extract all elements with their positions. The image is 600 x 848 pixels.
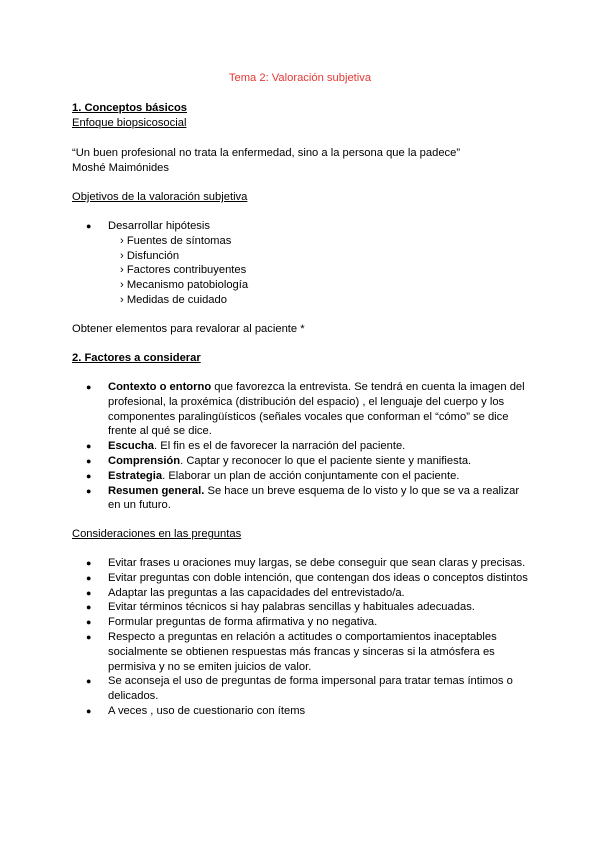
sub-list <box>72 234 532 308</box>
list-item-term: Contexto o entorno <box>108 381 212 393</box>
list-item: ● Se aconseja el uso de preguntas de forma impersonal para tratar temas íntimos o delicados. <box>72 674 532 704</box>
sub-list-item: › Factores contribuyentes <box>120 264 247 277</box>
considerations-heading <box>72 527 532 542</box>
list-item: ● Evitar frases u oraciones muy largas, se debe conseguir que sean claras y precisas. <box>72 556 532 571</box>
note: Obtener elementos para revalorar al paciente * <box>72 323 305 335</box>
list-item-text: . El fin es el de favorecer la narración del paciente. <box>154 440 406 453</box>
section1-heading-text: 1. Conceptos básicos <box>72 102 188 114</box>
sub-list-item: › Mecanismo patobiología <box>120 279 249 292</box>
list-item-term: Resumen general. <box>108 484 205 497</box>
considerations-list <box>72 556 532 719</box>
list-item: ● Evitar términos técnicos si hay palabras sencillas y habituales adecuadas. <box>72 600 532 615</box>
list-item-term: Comprensión <box>108 454 181 467</box>
sub-list-item: › Fuentes de síntomas <box>120 234 232 247</box>
quote: “Un buen profesional no trata la enfermedad, sino a la persona que la padece” <box>72 147 461 159</box>
quote-author: Moshé Maimónides <box>72 162 170 174</box>
considerations-heading-text: Consideraciones en las preguntas <box>72 528 242 540</box>
list-item: ● Adaptar las preguntas a las capacidades del entrevistado/a. <box>72 586 532 601</box>
list-item: ● Respecto a preguntas en relación a actitudes o comportamientos inaceptables socialmente se obtienen respuestas más francas y sinceras si la atmósfera es permisiva y no se emiten juicios de valor. <box>72 630 532 674</box>
list-item <box>72 484 532 514</box>
list-item-text: . Captar y reconocer lo que el paciente siente y manifiesta. <box>180 454 472 467</box>
list-item <box>72 454 532 469</box>
list-item-text: Desarrollar hipótesis <box>108 220 210 232</box>
list-item-text: que favorezca la entrevista. Se tendrá en cuenta la imagen del profesional, la proxémica (distribución del espacio) , el lenguaje del cuerpo y los componentes paralingüísticos (señales vocales que conforman el “cómo” se dice frente al qué se dice. <box>108 381 525 438</box>
page-title: Tema 2: Valoración subjetiva <box>228 72 372 84</box>
section1-subheading-text: Enfoque biopsicosocial <box>72 117 187 129</box>
objectives-heading <box>72 190 532 205</box>
list-item: ● Evitar preguntas con doble intención, que contengan dos ideas o conceptos distintos <box>72 571 532 586</box>
list-item-text: . Elaborar un plan de acción conjuntamente con el paciente. <box>162 469 460 482</box>
objectives-heading-text: Objetivos de la valoración subjetiva <box>72 191 248 203</box>
section2-heading-text: 2. Factores a considerar <box>72 352 201 364</box>
list-item: ● A veces , uso de cuestionario con ítems <box>72 704 532 719</box>
list-item <box>72 380 532 439</box>
list-item-term: Escucha <box>108 440 155 453</box>
section2-heading <box>72 351 532 366</box>
factors-list <box>72 380 532 513</box>
list-item <box>72 439 532 454</box>
sub-list-item: › Disfunción <box>120 249 180 262</box>
list-item <box>72 469 532 484</box>
list-item-text: Se hace un breve esquema de lo visto y lo que se va a realizar en un futuro. <box>108 484 520 512</box>
sub-list-item: › Medidas de cuidado <box>120 293 227 306</box>
list-item <box>72 219 532 234</box>
section1-subheading <box>72 116 532 131</box>
list-item: ● Formular preguntas de forma afirmativa y no negativa. <box>72 615 532 630</box>
section1-heading <box>72 101 532 116</box>
list-item-term: Estrategia <box>108 469 163 482</box>
objectives-list <box>72 219 532 308</box>
